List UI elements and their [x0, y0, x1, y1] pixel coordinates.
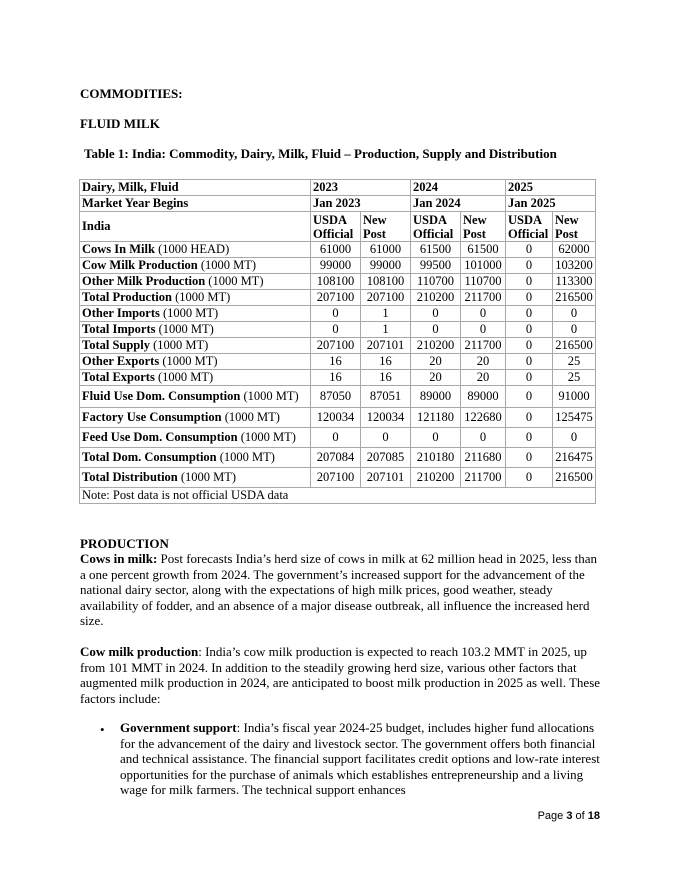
row-value: 211680 [461, 448, 506, 468]
row-label-name: Feed Use Dom. Consumption [82, 430, 238, 444]
row-value: 16 [361, 354, 411, 370]
row-value: 61000 [361, 242, 411, 258]
row-value: 0 [411, 306, 461, 322]
row-label-unit: (1000 MT) [237, 430, 296, 444]
row-value: 120034 [311, 408, 361, 428]
row-value: 61000 [311, 242, 361, 258]
begins-2023: Jan 2023 [311, 196, 411, 212]
row-value: 216500 [553, 338, 596, 354]
row-label-name: Other Milk Production [82, 274, 206, 288]
row-value: 207101 [361, 338, 411, 354]
row-value: 103200 [553, 258, 596, 274]
row-label-unit: (1000 MT) [177, 470, 237, 484]
country-label: India [80, 212, 311, 242]
row-label-name: Total Supply [82, 338, 150, 352]
row-value: 0 [311, 322, 361, 338]
table-body [80, 242, 596, 488]
table-caption: Table 1: India: Commodity, Dairy, Milk, Fluid – Production, Supply and Distribution [84, 146, 557, 161]
row-value: 211700 [461, 290, 506, 306]
col-post-2023: New Post [361, 212, 411, 242]
row-label-unit: (1000 MT) [159, 354, 218, 368]
row-value: 20 [411, 370, 461, 386]
row-value: 113300 [553, 274, 596, 290]
begins-2024: Jan 2024 [411, 196, 506, 212]
row-value: 0 [461, 322, 506, 338]
row-value: 0 [506, 408, 553, 428]
table-row [80, 274, 596, 290]
row-value: 0 [506, 448, 553, 468]
year-header-2025: 2025 [506, 180, 596, 196]
psd-table [79, 179, 596, 504]
market-year-label: Market Year Begins [80, 196, 311, 212]
table-note: Note: Post data is not official USDA data [80, 488, 596, 504]
row-label-name: Total Dom. Consumption [82, 450, 217, 464]
row-value: 110700 [411, 274, 461, 290]
row-label-unit: (1000 MT) [205, 274, 264, 288]
row-value: 210200 [411, 338, 461, 354]
row-label-name: Other Imports [82, 306, 160, 320]
page-number: 3 [566, 810, 573, 822]
row-value: 0 [506, 338, 553, 354]
table-row [80, 428, 596, 448]
cow-milk-label: Cow milk production [80, 644, 199, 659]
row-label-unit: (1000 MT) [197, 258, 257, 272]
cows-in-milk-text: Post forecasts India’s herd size of cows in milk at 62 million head in 2025, less than a one percent growth from 2024. The government’s increased support for the advancement of the national dairy sector, along with the expectations of high milk prices, good weather, steady availability of fodder, and an absence of a major disease outbreak, all influence the increased herd size. [80, 551, 598, 628]
row-value: 16 [311, 370, 361, 386]
row-label [80, 338, 311, 354]
row-value: 25 [553, 370, 596, 386]
government-support-bullet [120, 720, 602, 798]
row-label-unit: (1000 MT) [159, 306, 219, 320]
row-label [80, 274, 311, 290]
row-label-unit: (1000 MT) [154, 370, 214, 384]
row-label-unit: (1000 MT) [149, 338, 209, 352]
row-value: 87051 [361, 386, 411, 408]
row-label [80, 408, 311, 428]
fluid-milk-heading: FLUID MILK [80, 116, 160, 131]
commodities-heading: COMMODITIES: [80, 86, 183, 101]
page-word: Page [537, 810, 567, 822]
row-value: 1 [361, 306, 411, 322]
row-value: 99000 [361, 258, 411, 274]
government-support-text: : India’s fiscal year 2024-25 budget, includes higher fund allocations for the advancement of the dairy and livestock sector. The government offers both financial and technical assistance. The financial support facilitates credit options and low-rate interest opportunities for the purchase of animals which establishes entrepreneurship and a living wage for milk farmers. The technical support enhances [120, 720, 600, 797]
table-row [80, 338, 596, 354]
row-value: 120034 [361, 408, 411, 428]
row-value: 16 [361, 370, 411, 386]
row-value: 0 [506, 242, 553, 258]
commodity-header: Dairy, Milk, Fluid [80, 180, 311, 196]
row-value: 0 [506, 468, 553, 488]
row-label [80, 386, 311, 408]
row-value: 0 [461, 428, 506, 448]
year-header-2024: 2024 [411, 180, 506, 196]
row-value: 216500 [553, 468, 596, 488]
cow-milk-text: : India’s cow milk production is expected to reach 103.2 MMT in 2025, up from 101 MMT in 2024. In addition to the steadily growing herd size, various other factors that augmented milk production in 2024, are anticipated to boost milk production in 2025 as well. These factors include: [80, 644, 601, 706]
row-value: 216475 [553, 448, 596, 468]
row-label-name: Cows In Milk [82, 242, 155, 256]
row-value: 0 [506, 386, 553, 408]
row-value: 0 [506, 306, 553, 322]
row-value: 0 [506, 428, 553, 448]
row-label-name: Other Exports [82, 354, 160, 368]
row-label-name: Total Imports [82, 322, 156, 336]
row-value: 0 [411, 322, 461, 338]
year-header-2023: 2023 [311, 180, 411, 196]
row-label-name: Total Production [82, 290, 172, 304]
table-row [80, 258, 596, 274]
row-value: 0 [506, 290, 553, 306]
row-label-name: Factory Use Consumption [82, 410, 222, 424]
row-label-unit: (1000 MT) [216, 450, 275, 464]
row-value: 125475 [553, 408, 596, 428]
row-label [80, 468, 311, 488]
row-value: 0 [553, 322, 596, 338]
row-label-unit: (1000 MT) [221, 410, 280, 424]
row-value: 89000 [411, 386, 461, 408]
table-row [80, 370, 596, 386]
row-value: 216500 [553, 290, 596, 306]
table-row [80, 290, 596, 306]
row-value: 207100 [311, 338, 361, 354]
row-value: 20 [461, 354, 506, 370]
page-footer [538, 810, 600, 822]
row-value: 211700 [461, 468, 506, 488]
row-value: 61500 [411, 242, 461, 258]
production-heading: PRODUCTION [80, 536, 169, 551]
row-label-name: Fluid Use Dom. Consumption [82, 389, 241, 403]
row-value: 91000 [553, 386, 596, 408]
table-row [80, 448, 596, 468]
row-value: 0 [311, 428, 361, 448]
col-post-2024: New Post [461, 212, 506, 242]
row-value: 99500 [411, 258, 461, 274]
table-row [80, 468, 596, 488]
row-value: 1 [361, 322, 411, 338]
row-value: 0 [506, 274, 553, 290]
row-value: 0 [506, 370, 553, 386]
row-value: 61500 [461, 242, 506, 258]
row-label [80, 448, 311, 468]
row-value: 108100 [361, 274, 411, 290]
row-label-name: Total Distribution [82, 470, 178, 484]
row-label [80, 322, 311, 338]
cows-in-milk-label: Cows in milk: [80, 551, 158, 566]
bullet-icon: • [100, 722, 105, 737]
row-value: 207101 [361, 468, 411, 488]
col-official-2024: USDA Official [411, 212, 461, 242]
row-value: 20 [411, 354, 461, 370]
row-value: 210180 [411, 448, 461, 468]
table-row [80, 306, 596, 322]
of-word: of [572, 810, 588, 822]
row-value: 110700 [461, 274, 506, 290]
row-label [80, 354, 311, 370]
col-official-2023: USDA Official [311, 212, 361, 242]
row-value: 108100 [311, 274, 361, 290]
row-value: 0 [461, 306, 506, 322]
row-value: 207085 [361, 448, 411, 468]
row-value: 16 [311, 354, 361, 370]
government-support-label: Government support [120, 720, 237, 735]
row-value: 122680 [461, 408, 506, 428]
row-label [80, 290, 311, 306]
cows-in-milk-paragraph [80, 551, 602, 629]
row-value: 0 [361, 428, 411, 448]
row-label [80, 370, 311, 386]
row-value: 0 [311, 306, 361, 322]
row-value: 0 [506, 258, 553, 274]
row-label-unit: (1000 HEAD) [154, 242, 230, 256]
row-value: 99000 [311, 258, 361, 274]
table-row [80, 242, 596, 258]
row-value: 0 [553, 306, 596, 322]
row-value: 20 [461, 370, 506, 386]
row-value: 62000 [553, 242, 596, 258]
row-value: 210200 [411, 468, 461, 488]
row-label [80, 242, 311, 258]
table-row [80, 408, 596, 428]
row-label-name: Cow Milk Production [82, 258, 198, 272]
row-value: 101000 [461, 258, 506, 274]
begins-2025: Jan 2025 [506, 196, 596, 212]
table-row [80, 322, 596, 338]
row-label [80, 306, 311, 322]
row-label-name: Total Exports [82, 370, 155, 384]
row-label [80, 428, 311, 448]
table-row [80, 354, 596, 370]
row-value: 207100 [311, 290, 361, 306]
cow-milk-paragraph [80, 644, 602, 706]
row-value: 207084 [311, 448, 361, 468]
row-label-unit: (1000 MT) [155, 322, 214, 336]
row-value: 0 [411, 428, 461, 448]
row-value: 87050 [311, 386, 361, 408]
row-value: 25 [553, 354, 596, 370]
row-value: 121180 [411, 408, 461, 428]
row-value: 207100 [311, 468, 361, 488]
row-value: 0 [506, 354, 553, 370]
row-label-unit: (1000 MT) [171, 290, 231, 304]
row-value: 89000 [461, 386, 506, 408]
row-value: 0 [506, 322, 553, 338]
col-post-2025: New Post [553, 212, 596, 242]
table-row [80, 386, 596, 408]
row-value: 0 [553, 428, 596, 448]
row-value: 210200 [411, 290, 461, 306]
row-label-unit: (1000 MT) [240, 389, 299, 403]
total-pages: 18 [587, 810, 600, 822]
row-value: 207100 [361, 290, 411, 306]
row-label [80, 258, 311, 274]
col-official-2025: USDA Official [506, 212, 553, 242]
row-value: 211700 [461, 338, 506, 354]
